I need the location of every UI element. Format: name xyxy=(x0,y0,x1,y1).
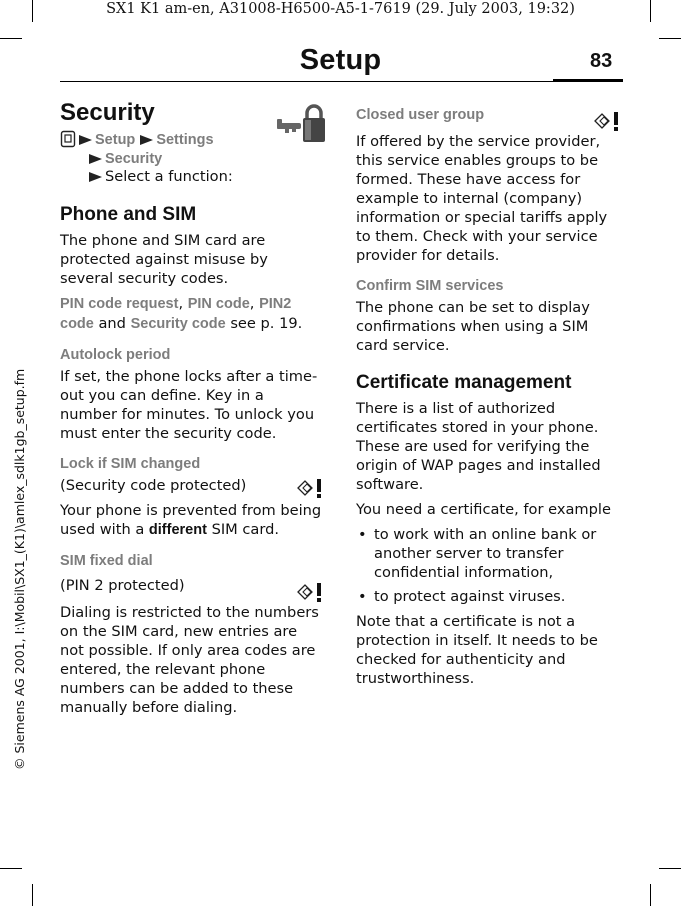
fixed-dial-text: Dialing is restricted to the numbers on the SIM card, new entries are not possible. If only area codes are entered, the relevant phone numbers can be added to these manually before dialing. xyxy=(60,603,319,716)
nav-step-settings: Settings xyxy=(156,132,214,148)
right-column xyxy=(356,96,622,694)
crop-mark xyxy=(659,38,681,39)
arrow-icon xyxy=(79,135,92,145)
fixed-dial-heading: SIM fixed dial xyxy=(60,552,153,569)
page-title: Setup xyxy=(299,44,382,76)
certificate-p2: You need a certificate, for example xyxy=(356,501,611,518)
title-rule xyxy=(60,81,562,82)
confirm-sim-heading: Confirm SIM services xyxy=(356,278,504,294)
document-header: SX1 K1 am-en, A31008-H6500-A5-1-7619 (29. July 2003, 19:32) xyxy=(106,1,575,17)
page-number-rule xyxy=(553,79,623,82)
crop-mark xyxy=(0,38,22,39)
menu-path-line-2 xyxy=(60,150,325,169)
lock-sim-note-row xyxy=(60,476,325,501)
crop-mark xyxy=(32,884,33,906)
security-heading: Security xyxy=(60,99,155,126)
closed-group-text: If offered by the service provider, this service enables groups to be formed. These have access for example to internal (company) information or special tariffs apply to them. Check with your service provider for details. xyxy=(356,133,608,264)
phone-sim-heading: Phone and SIM xyxy=(60,203,197,225)
nav-step-security: Security xyxy=(105,150,163,167)
autolock-heading: Autolock period xyxy=(60,346,171,363)
menu-path-line-3 xyxy=(60,168,325,187)
arrow-icon xyxy=(89,154,102,164)
confirm-sim-text: The phone can be set to display confirmations when using a SIM card service. xyxy=(356,299,590,354)
arrow-icon xyxy=(89,172,102,182)
phone-sim-intro: The phone and SIM card are protected against misuse by several security codes. xyxy=(60,231,268,287)
left-column xyxy=(60,96,325,723)
fixed-dial-note: (PIN 2 protected) xyxy=(60,577,185,594)
crop-mark xyxy=(659,868,681,869)
crop-mark xyxy=(0,868,22,869)
provider-dependent-icon xyxy=(295,477,325,499)
closed-group-heading-row xyxy=(356,102,622,132)
closed-group-heading: Closed user group xyxy=(356,107,485,123)
crop-mark xyxy=(650,884,651,906)
page-number: 83 xyxy=(590,50,613,72)
list-item: • to protect against viruses. xyxy=(356,587,622,606)
copyright-sideline: © Siemens AG 2001, I:\Mobil\SX1_(K1)\amlex_sdlk1gb_setup.fm xyxy=(12,368,27,770)
arrow-icon xyxy=(140,135,153,145)
provider-dependent-icon xyxy=(592,110,622,132)
provider-dependent-icon xyxy=(295,581,325,603)
nav-step-setup: Setup xyxy=(95,132,136,148)
list-item: • to work with an online bank or another server to transfer confidential information, xyxy=(356,525,622,582)
nav-step-select: Select a function: xyxy=(105,168,233,185)
menu-path xyxy=(60,130,325,150)
menu-key-icon xyxy=(60,130,76,148)
certificate-p3: Note that a certificate is not a protection in itself. It needs to be checked for authenticity and trustworthiness. xyxy=(356,613,598,687)
fixed-dial-note-row xyxy=(60,573,325,603)
certificate-bullets xyxy=(356,525,622,606)
lock-sim-note: (Security code protected) xyxy=(60,476,247,494)
certificate-p1: There is a list of authorized certificates stored in your phone. These are used for verifying the origin of WAP pages and installed software. xyxy=(356,400,601,493)
certificate-heading: Certificate management xyxy=(356,372,572,393)
lock-sim-text: Your phone is prevented from being used with a different SIM card. xyxy=(60,501,322,538)
lock-sim-heading: Lock if SIM changed xyxy=(60,455,201,472)
autolock-text: If set, the phone locks after a time-out you can define. Key in a number for minutes. To unlock you must enter the security code. xyxy=(60,367,318,442)
security-codes-ref: PIN code request, PIN code, PIN2 code and Security code see p. 19. xyxy=(60,294,303,332)
